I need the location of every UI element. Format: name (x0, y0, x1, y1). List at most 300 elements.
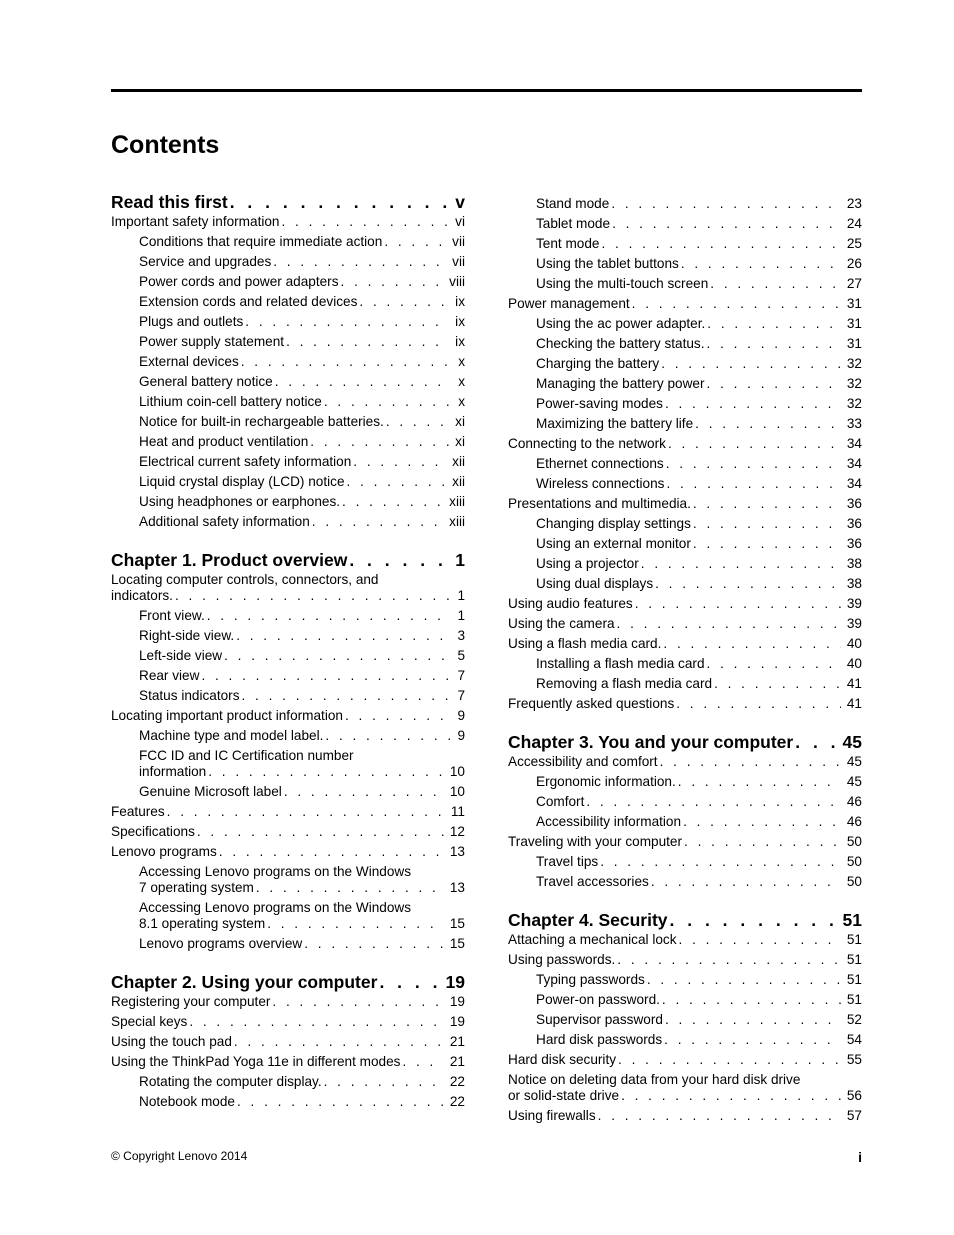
toc-entry[interactable] (508, 636, 862, 652)
toc-entry[interactable] (111, 688, 465, 704)
toc-entry[interactable] (508, 774, 862, 790)
toc-entry-title: Using an external monitor (536, 536, 691, 551)
dot-leader (230, 192, 450, 212)
dot-leader (349, 550, 449, 570)
toc-entry-title: Using the tablet buttons (536, 256, 679, 271)
dot-leader (359, 294, 449, 310)
toc-page-number: 19 (445, 972, 465, 992)
toc-entry[interactable] (111, 274, 465, 290)
toc-page-number: 12 (449, 824, 465, 839)
toc-entry-title: Chapter 2. Using your computer (111, 972, 378, 992)
toc-entry[interactable] (508, 436, 862, 452)
dot-leader (668, 436, 841, 452)
toc-entry[interactable] (111, 474, 465, 490)
dot-leader (666, 476, 840, 492)
toc-entry-title: Power supply statement (139, 334, 285, 349)
toc-entry[interactable] (111, 314, 465, 330)
toc-page-number: 1 (457, 588, 465, 603)
toc-entry-title: Important safety information (111, 214, 280, 229)
toc-page-number: 10 (449, 784, 465, 799)
toc-entry-title: Using the multi-touch screen (536, 276, 709, 291)
toc-page-number: 21 (449, 1054, 465, 1069)
toc-entry[interactable] (111, 1034, 465, 1050)
dot-leader (402, 1054, 443, 1070)
toc-page-number: ix (455, 334, 465, 349)
toc-entry-title: FCC ID and IC Certification number (139, 748, 354, 763)
toc-entry-title: Rotating the computer display. (139, 1074, 322, 1089)
toc-entry-title: Locating computer controls, connectors, and (111, 572, 379, 587)
toc-page-number: 55 (846, 1052, 862, 1067)
dot-leader (284, 784, 444, 800)
toc-entry-title: Chapter 4. Security (508, 910, 668, 930)
toc-entry[interactable] (508, 616, 862, 632)
toc-entry[interactable] (508, 516, 862, 532)
dot-leader (601, 236, 840, 252)
toc-page-number: 34 (846, 436, 862, 451)
dot-leader (312, 514, 443, 530)
toc-entry-title: Chapter 1. Product overview (111, 550, 348, 570)
toc-page-number: 39 (846, 616, 862, 631)
toc-entry[interactable] (508, 536, 862, 552)
toc-page-number: 51 (846, 932, 862, 947)
toc-entry-title: Accessing Lenovo programs on the Windows (139, 864, 412, 879)
toc-page-number: 46 (846, 794, 862, 809)
toc-entry[interactable] (111, 334, 465, 350)
toc-entry[interactable] (111, 936, 465, 952)
toc-chapter-entry[interactable] (508, 910, 862, 930)
toc-entry[interactable] (508, 854, 862, 870)
dot-leader (384, 234, 446, 250)
toc-entry-title: Stand mode (536, 196, 610, 211)
toc-entry[interactable] (111, 294, 465, 310)
toc-entry[interactable] (508, 794, 862, 810)
toc-page-number: 10 (449, 764, 465, 779)
dot-leader (655, 576, 841, 592)
dot-leader (282, 214, 450, 230)
toc-entry[interactable] (111, 494, 465, 510)
toc-entry[interactable] (508, 396, 862, 412)
toc-entry[interactable] (111, 994, 465, 1010)
dot-leader (272, 994, 443, 1010)
toc-entry-title: Using dual displays (536, 576, 654, 591)
toc-entry[interactable] (111, 608, 465, 624)
toc-entry[interactable] (111, 728, 465, 744)
toc-page-number: ix (455, 314, 465, 329)
dot-leader (681, 256, 841, 272)
toc-entry[interactable] (111, 648, 465, 664)
toc-chapter-entry[interactable] (111, 192, 465, 212)
toc-entry[interactable] (111, 434, 465, 450)
toc-entry-title: Using audio features (508, 596, 633, 611)
toc-page-number: 41 (846, 676, 862, 691)
dot-leader (201, 668, 451, 684)
dot-leader (347, 474, 447, 490)
toc-entry[interactable] (508, 356, 862, 372)
toc-entry[interactable] (508, 814, 862, 830)
toc-entry-title: Attaching a mechanical lock (508, 932, 677, 947)
toc-entry-title: Heat and product ventilation (139, 434, 309, 449)
toc-entry[interactable] (508, 1012, 862, 1028)
toc-entry[interactable] (508, 256, 862, 272)
toc-entry-title: Connecting to the network (508, 436, 666, 451)
toc-entry[interactable] (508, 236, 862, 252)
toc-entry[interactable] (111, 394, 465, 410)
toc-page-number: 7 (457, 688, 465, 703)
toc-entry[interactable] (508, 874, 862, 890)
toc-entry-title: External devices (139, 354, 239, 369)
toc-entry[interactable] (508, 296, 862, 312)
dot-leader (310, 434, 449, 450)
toc-entry-title: Presentations and multimedia. (508, 496, 691, 511)
dot-leader (175, 588, 451, 604)
toc-page-number: 56 (846, 1088, 862, 1103)
toc-page-number: 31 (846, 316, 862, 331)
toc-page-number: 40 (846, 636, 862, 651)
toc-page-number: 41 (846, 696, 862, 711)
toc-page-number: 51 (846, 952, 862, 967)
toc-entry-title: Notice on deleting data from your hard disk drive (508, 1072, 801, 1087)
toc-entry[interactable] (508, 496, 862, 512)
toc-column-left (111, 192, 465, 1110)
toc-entry-title: Lenovo programs (111, 844, 217, 859)
toc-entry[interactable] (508, 576, 862, 592)
dot-leader (670, 910, 837, 930)
toc-entry-title: Status indicators (139, 688, 240, 703)
dot-leader (662, 992, 841, 1008)
toc-page-number: 19 (449, 994, 465, 1009)
toc-page-number: 33 (846, 416, 862, 431)
dot-leader (256, 880, 444, 896)
toc-entry-title: Using a flash media card. (508, 636, 662, 651)
toc-page-number: x (458, 374, 465, 389)
dot-leader (621, 1088, 841, 1104)
toc-page-number: 9 (457, 728, 465, 743)
toc-entry[interactable] (508, 476, 862, 492)
toc-page-number: 22 (449, 1094, 465, 1109)
toc-entry[interactable] (508, 696, 862, 712)
toc-entry-title: Frequently asked questions (508, 696, 675, 711)
toc-entry[interactable] (111, 1014, 465, 1030)
dot-leader (189, 1014, 444, 1030)
toc-page-number: viii (449, 274, 465, 289)
dot-leader (693, 516, 841, 532)
toc-entry-title: Changing display settings (536, 516, 691, 531)
toc-page-number: 1 (455, 550, 465, 570)
toc-page-number: 57 (846, 1108, 862, 1123)
toc-entry[interactable] (111, 804, 465, 820)
dot-leader (618, 1052, 841, 1068)
toc-entry-title: Machine type and model label. (139, 728, 324, 743)
toc-page-number: 9 (457, 708, 465, 723)
dot-leader (242, 688, 452, 704)
toc-page-number: 38 (846, 576, 862, 591)
toc-page-number: 54 (846, 1032, 862, 1047)
dot-leader (665, 1012, 841, 1028)
toc-entry-title: Hard disk passwords (536, 1032, 663, 1047)
toc-entry[interactable] (111, 1094, 465, 1110)
toc-entry-title: Checking the battery status. (536, 336, 705, 351)
toc-entry-title: Liquid crystal display (LCD) notice (139, 474, 345, 489)
dot-leader (612, 216, 841, 232)
dot-leader (600, 854, 841, 870)
toc-entry-title: Using a projector (536, 556, 639, 571)
dot-leader (386, 414, 449, 430)
toc-page-number: 19 (449, 1014, 465, 1029)
copyright-notice: © Copyright Lenovo 2014 (111, 1149, 248, 1163)
toc-entry[interactable] (111, 234, 465, 250)
toc-entry[interactable] (111, 354, 465, 370)
toc-page-number: xii (452, 474, 465, 489)
toc-entry-title: Notice for built-in rechargeable batteries. (139, 414, 384, 429)
toc-entry-title: Maximizing the battery life (536, 416, 694, 431)
toc-entry-title: Left-side view (139, 648, 223, 663)
toc-page-number: 36 (846, 516, 862, 531)
dot-leader (275, 374, 452, 390)
toc-entry-title: Supervisor password (536, 1012, 663, 1027)
toc-page-number: 15 (449, 916, 465, 931)
dot-leader (167, 804, 445, 820)
toc-entry[interactable] (508, 1032, 862, 1048)
toc-entry-title: Power-on password. (536, 992, 660, 1007)
toc-entry-title: General battery notice (139, 374, 273, 389)
toc-entry-title: Notebook mode (139, 1094, 235, 1109)
toc-page-number: xiii (449, 494, 465, 509)
toc-entry[interactable] (508, 196, 862, 212)
toc-column-right (508, 192, 862, 1124)
toc-entry[interactable] (508, 416, 862, 432)
toc-chapter-entry[interactable] (111, 972, 465, 992)
dot-leader (663, 636, 840, 652)
toc-entry-title: Chapter 3. You and your computer (508, 732, 794, 752)
toc-page-number: 40 (846, 656, 862, 671)
toc-entry[interactable] (508, 336, 862, 352)
toc-page-number: 7 (457, 668, 465, 683)
toc-entry-title: Read this first (111, 192, 228, 212)
toc-entry[interactable] (111, 1074, 465, 1090)
toc-entry[interactable] (508, 972, 862, 988)
toc-entry[interactable] (111, 454, 465, 470)
toc-entry-title: Service and upgrades (139, 254, 272, 269)
toc-entry[interactable] (508, 992, 862, 1008)
toc-entry-title: Traveling with your computer (508, 834, 683, 849)
toc-entry-title: Hard disk security (508, 1052, 617, 1067)
toc-page-number: 50 (846, 834, 862, 849)
toc-entry-title: Typing passwords (536, 972, 645, 987)
toc-page-number: 22 (449, 1074, 465, 1089)
toc-page-number: xii (452, 454, 465, 469)
toc-entry-title: Installing a flash media card (536, 656, 705, 671)
toc-entry-title: Travel accessories (536, 874, 649, 889)
dot-leader (207, 608, 452, 624)
toc-entry-title: Lithium coin-cell battery notice (139, 394, 322, 409)
toc-entry[interactable] (508, 952, 862, 968)
toc-entry[interactable] (508, 932, 862, 948)
dot-leader (237, 1094, 444, 1110)
toc-entry[interactable] (111, 414, 465, 430)
toc-entry[interactable] (508, 276, 862, 292)
dot-leader (611, 196, 841, 212)
toc-entry-title: Additional safety information (139, 514, 310, 529)
toc-entry-title: Using passwords. (508, 952, 616, 967)
toc-page-number: 31 (846, 296, 862, 311)
toc-entry-title: Using headphones or earphones. (139, 494, 341, 509)
toc-entry[interactable] (111, 214, 465, 230)
toc-page-number: 21 (449, 1034, 465, 1049)
toc-page-number: 52 (846, 1012, 862, 1027)
toc-entry-title: Removing a flash media card (536, 676, 713, 691)
dot-leader (197, 824, 444, 840)
toc-entry[interactable] (508, 556, 862, 572)
toc-entry[interactable] (111, 572, 465, 604)
dot-leader (695, 416, 841, 432)
dot-leader (678, 774, 841, 790)
dot-leader (693, 496, 841, 512)
toc-entry[interactable] (111, 628, 465, 644)
toc-entry-title: Rear view (139, 668, 200, 683)
toc-page-number: 46 (846, 814, 862, 829)
dot-leader (641, 556, 841, 572)
dot-leader (676, 696, 841, 712)
dot-leader (707, 376, 841, 392)
toc-page-number: 38 (846, 556, 862, 571)
toc-page-number: 27 (846, 276, 862, 291)
dot-leader (693, 536, 841, 552)
toc-entry[interactable] (111, 1054, 465, 1070)
toc-page-number: 45 (846, 754, 862, 769)
toc-entry-title: Special keys (111, 1014, 188, 1029)
toc-entry-title: Right-side view. (139, 628, 235, 643)
toc-entry-title-continued: or solid-state drive (508, 1088, 620, 1103)
toc-page-number: vii (452, 234, 465, 249)
toc-chapter-entry[interactable] (508, 732, 862, 752)
toc-entry-title: Ergonomic information. (536, 774, 676, 789)
page-number: i (858, 1149, 862, 1165)
toc-page-number: 45 (842, 732, 862, 752)
dot-leader (324, 394, 452, 410)
toc-page-number: 36 (846, 496, 862, 511)
dot-leader (707, 316, 841, 332)
toc-entry[interactable] (508, 216, 862, 232)
toc-entry[interactable] (508, 596, 862, 612)
toc-entry-title: Comfort (536, 794, 585, 809)
toc-entry-title: Using the ThinkPad Yoga 11e in different modes (111, 1054, 401, 1069)
toc-entry-title: Ethernet connections (536, 456, 664, 471)
toc-entry-title: Using the ac power adapter. (536, 316, 706, 331)
toc-entry-title: Lenovo programs overview (139, 936, 303, 951)
toc-entry[interactable] (111, 374, 465, 390)
toc-page-number: vi (455, 214, 465, 229)
toc-entry[interactable] (508, 1108, 862, 1124)
toc-page-number: xi (455, 414, 465, 429)
toc-entry-title: Specifications (111, 824, 195, 839)
toc-entry-title-continued: 8.1 operating system (139, 916, 266, 931)
toc-page-number: 11 (450, 804, 465, 819)
dot-leader (353, 454, 446, 470)
dot-leader (632, 296, 841, 312)
toc-page-number: 24 (846, 216, 862, 231)
toc-entry[interactable] (111, 824, 465, 840)
toc-page-number: 13 (449, 880, 465, 895)
dot-leader (273, 254, 446, 270)
dot-leader (286, 334, 449, 350)
toc-entry[interactable] (508, 676, 862, 692)
toc-page-number: 45 (846, 774, 862, 789)
toc-entry[interactable] (508, 834, 862, 850)
toc-entry-title: Front view. (139, 608, 205, 623)
toc-page-number: 32 (846, 396, 862, 411)
toc-entry[interactable] (508, 656, 862, 672)
dot-leader (234, 1034, 444, 1050)
toc-entry[interactable] (508, 376, 862, 392)
dot-leader (241, 354, 452, 370)
toc-entry-title: Power-saving modes (536, 396, 663, 411)
toc-entry[interactable] (508, 1052, 862, 1068)
toc-page-number: 51 (846, 972, 862, 987)
toc-entry[interactable] (111, 668, 465, 684)
dot-leader (245, 314, 449, 330)
toc-page-number: vii (452, 254, 465, 269)
toc-page-number: xiii (449, 514, 465, 529)
toc-page-number: 51 (842, 910, 862, 930)
toc-entry[interactable] (111, 784, 465, 800)
dot-leader (379, 972, 439, 992)
dot-leader (647, 972, 841, 988)
toc-entry-title: Using the touch pad (111, 1034, 232, 1049)
toc-page-number: 36 (846, 536, 862, 551)
toc-entry[interactable] (508, 754, 862, 770)
toc-entry[interactable] (111, 748, 465, 780)
toc-page-number: 23 (846, 196, 862, 211)
toc-entry-title: Registering your computer (111, 994, 271, 1009)
toc-page-number: 26 (846, 256, 862, 271)
toc-page-number: 50 (846, 854, 862, 869)
toc-entry[interactable] (111, 900, 465, 932)
toc-entry[interactable] (111, 864, 465, 896)
toc-page-number: 31 (846, 336, 862, 351)
toc-page-number: 32 (846, 376, 862, 391)
toc-entry[interactable] (508, 1072, 862, 1104)
dot-leader (683, 814, 841, 830)
toc-entry[interactable] (111, 254, 465, 270)
toc-entry[interactable] (111, 514, 465, 530)
dot-leader (208, 764, 444, 780)
dot-leader (345, 708, 451, 724)
toc-entry[interactable] (111, 708, 465, 724)
toc-entry[interactable] (508, 456, 862, 472)
toc-page-number: 32 (846, 356, 862, 371)
toc-entry[interactable] (508, 316, 862, 332)
header-rule (111, 89, 862, 92)
toc-chapter-entry[interactable] (111, 550, 465, 570)
toc-page-number: 5 (457, 648, 465, 663)
dot-leader (635, 596, 841, 612)
toc-entry[interactable] (111, 844, 465, 860)
toc-page-number: ix (455, 294, 465, 309)
dot-leader (679, 932, 841, 948)
toc-entry-title: Managing the battery power (536, 376, 705, 391)
toc-page-number: xi (455, 434, 465, 449)
dot-leader (224, 648, 451, 664)
toc-entry-title: Accessing Lenovo programs on the Windows (139, 900, 412, 915)
dot-leader (325, 728, 451, 744)
dot-leader (710, 276, 841, 292)
dot-leader (617, 952, 841, 968)
toc-page-number: 13 (449, 844, 465, 859)
toc-entry-title-continued: 7 operating system (139, 880, 254, 895)
toc-page-number: 50 (846, 874, 862, 889)
toc-entry-title: Accessibility information (536, 814, 682, 829)
toc-page-number: 1 (457, 608, 465, 623)
